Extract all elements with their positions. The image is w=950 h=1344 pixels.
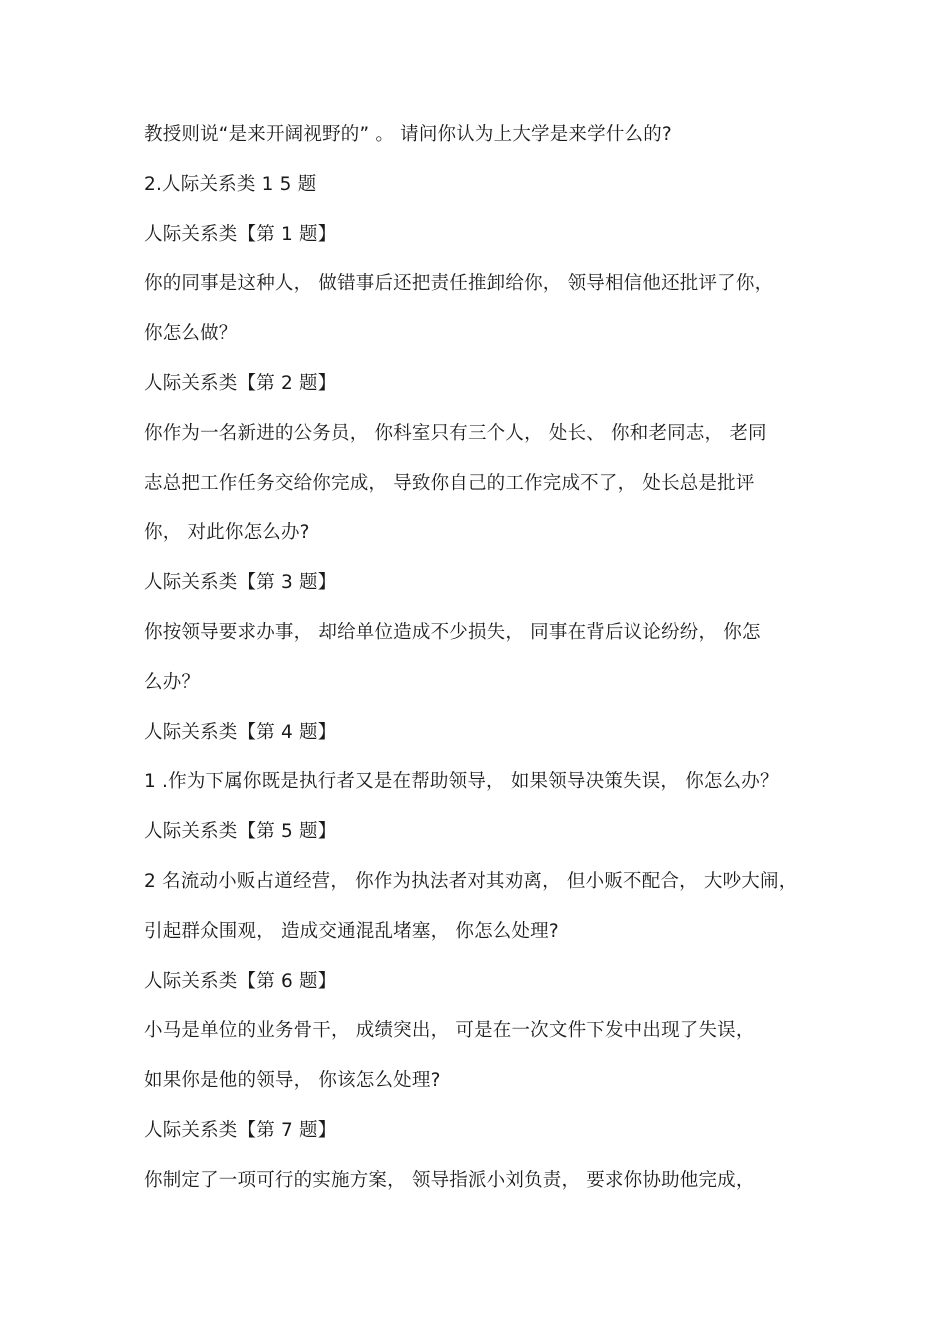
text-line: 你制定了一项可行的实施方案， 领导指派小刘负责， 要求你协助他完成， (144, 1169, 755, 1191)
text-line: 教授则说“是来开阔视野的” 。 请问你认为上大学是来学什么的? (144, 124, 672, 145)
text-line: 2 名流动小贩占道经营， 你作为执法者对其劝离， 但小贩不配合， 大吵大闹， (144, 870, 798, 892)
question-heading: 人际关系类【第 4 题】 (144, 721, 337, 743)
text-line: 你作为一名新进的公务员， 你科室只有三个人， 处长、 你和老同志， 老同 (144, 422, 767, 444)
question-heading: 人际关系类【第 3 题】 (144, 572, 337, 594)
text-line: 你， 对此你怎么办? (144, 522, 310, 544)
text-line: 你怎么做？ (144, 323, 238, 345)
question-heading: 人际关系类【第 7 题】 (144, 1119, 337, 1141)
text-line: 如果你是他的领导， 你该怎么处理? (144, 1070, 441, 1092)
question-heading: 人际关系类【第 2 题】 (144, 372, 337, 394)
section-heading: 2.人际关系类 1 5 题 (144, 173, 317, 195)
text-line: 你按领导要求办事， 却给单位造成不少损失， 同事在背后议论纷纷， 你怎 (144, 621, 761, 643)
text-line: 引起群众围观， 造成交通混乱堵塞， 你怎么处理? (144, 920, 559, 942)
question-heading: 人际关系类【第 6 题】 (144, 970, 337, 992)
question-heading: 人际关系类【第 5 题】 (144, 821, 337, 843)
text-line: 你的同事是这种人， 做错事后还把责任推卸给你， 领导相信他还批评了你， (144, 273, 774, 295)
text-line: 小马是单位的业务骨干， 成绩突出， 可是在一次文件下发中出现了失误， (144, 1020, 755, 1042)
question-heading: 人际关系类【第 1 题】 (144, 223, 337, 245)
text-line: 1 .作为下属你既是执行者又是在帮助领导， 如果领导决策失误， 你怎么办？ (144, 771, 779, 793)
text-line: 么办？ (144, 671, 201, 693)
document-body (144, 117, 834, 1213)
text-line: 志总把工作任务交给你完成， 导致你自己的工作完成不了， 处长总是批评 (144, 472, 755, 494)
